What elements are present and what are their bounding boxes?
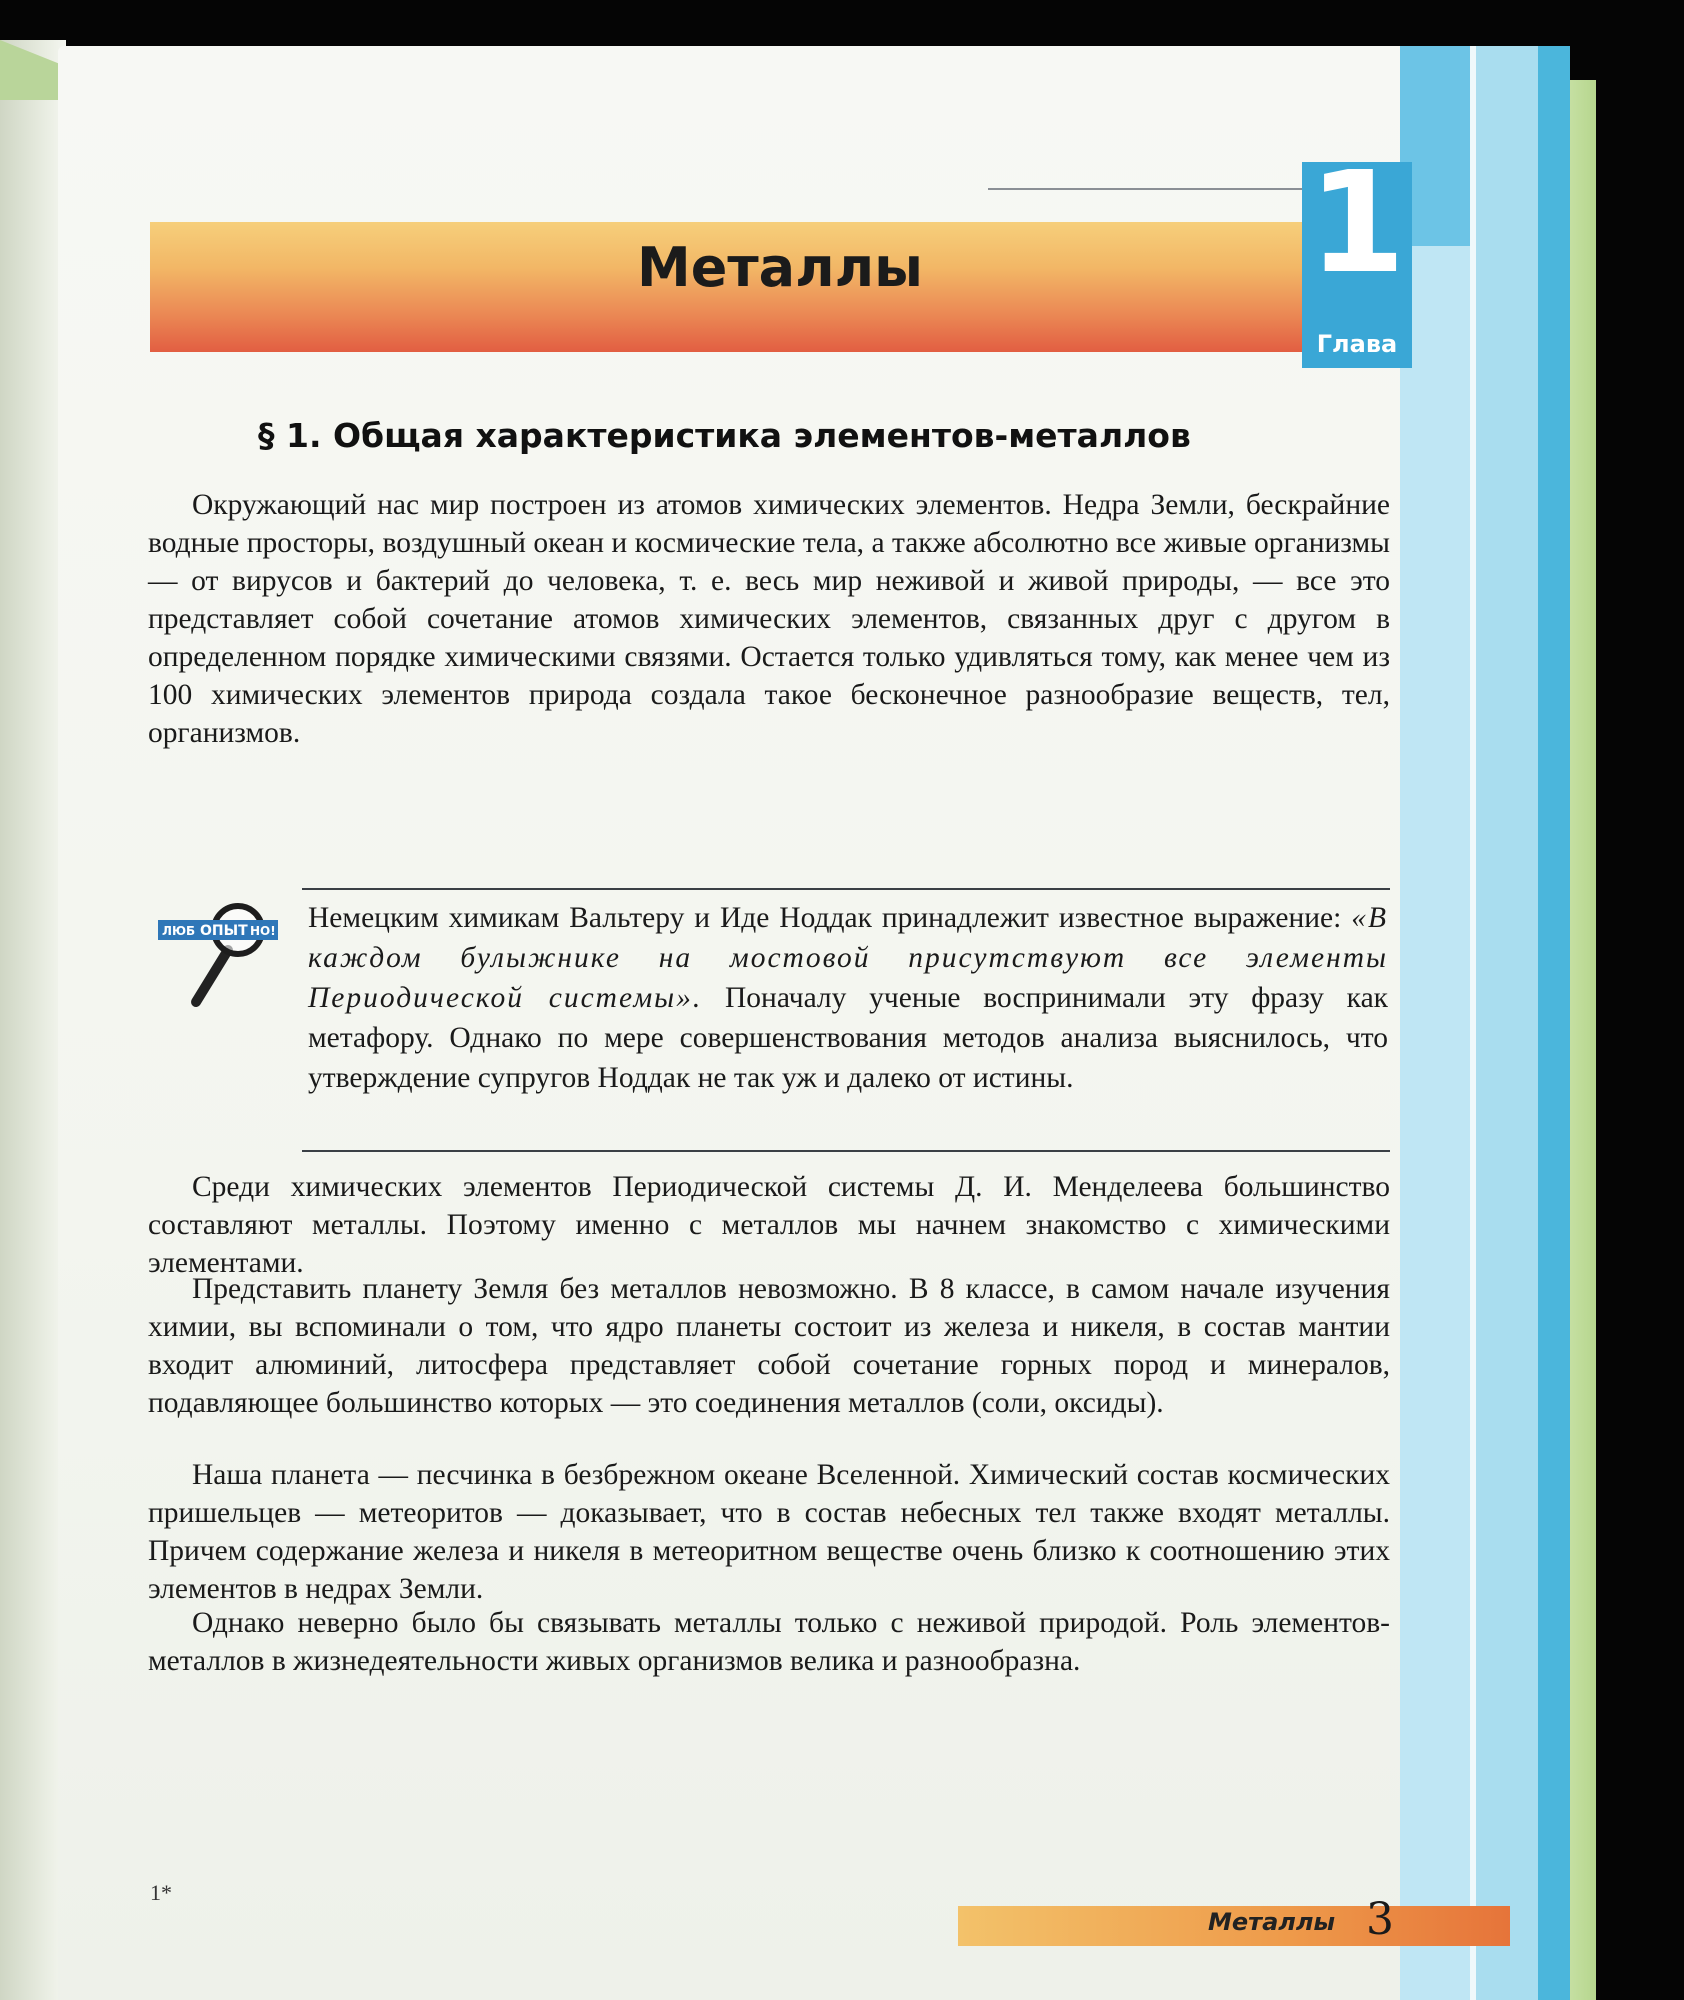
footer-running-title: Металлы — [1208, 1908, 1336, 1936]
page-number: 3 — [1366, 1894, 1394, 1945]
fact-quote: «В каждом булыжнике на мостовой присутствуют все элементы Периодической системы». — [308, 902, 1388, 1014]
fact-box-text — [308, 898, 1388, 1098]
footnote-mark: 1* — [150, 1880, 172, 1905]
margin-stripe-light — [1470, 46, 1540, 2000]
fact-box-top-rule — [302, 888, 1390, 890]
margin-stripe-mid — [1400, 246, 1470, 2000]
badge-text-right: НО! — [250, 924, 276, 938]
margin-stripe-gap — [1470, 46, 1476, 2000]
fact-text-after: Поначалу ученые воспринимали эту фразу как метафору. Однако по мере совершенствования методов анализа выяснилось, что утверждение супругов Ноддак не так уж и далеко от истины. — [308, 982, 1388, 1094]
paragraph-living-nature: Однако неверно было бы связывать металлы только с неживой природой. Роль элементов-металлов в жизнедеятельности живых организмов велика и разнообразна. — [148, 1607, 1390, 1677]
fact-box-bottom-rule — [302, 1150, 1390, 1152]
magnifier-icon — [154, 902, 294, 1022]
book-page — [58, 46, 1570, 2000]
chapter-title: Металлы — [636, 236, 924, 299]
paragraph-mendeleev: Среди химических элементов Периодической системы Д. И. Менделеева большинство составляют металлы. Поэтому именно с металлов мы начнем знакомство с химическими элементами. — [148, 1171, 1390, 1279]
margin-stripe-dark — [1538, 46, 1570, 2000]
paragraph-intro: Окружающий нас мир построен из атомов химических элементов. Недра Земли, бескрайние водные просторы, воздушный океан и космические тела, а также абсолютно все живые организмы — от вирусов и бактерий до человека, т. е. весь мир неживой и живой природы, — все это представляет собой сочетание атомов химических элементов, связанных друг с другом в определенном порядке химическими связями. Остается только удивляться тому, как менее чем из 100 химических элементов природа создала такое бесконечное разнообразие веществ, тел, организмов. — [148, 489, 1390, 749]
left-page-edge — [0, 40, 66, 2000]
badge-text-left: ЛЮБ — [162, 924, 196, 938]
paragraph-earth: Представить планету Земля без металлов невозможно. В 8 классе, в самом начале изучения химии, вы вспоминали о том, что ядро планеты состоит из железа и никеля, в состав мантии входит алюминий, литосфера представляет собой сочетание горных пород и минералов, подавляющее большинство которых — это соединения металлов (соли, оксиды). — [148, 1273, 1390, 1419]
section-heading: § 1. Общая характеристика элементов-металлов — [258, 416, 1191, 455]
chapter-label: Глава — [1316, 330, 1398, 358]
fact-text-before: Немецким химикам Вальтеру и Иде Ноддак принадлежит известное выражение: — [308, 902, 1352, 934]
chapter-number: 1 — [1308, 142, 1406, 305]
badge-text-mid: ОПЫТ — [200, 923, 248, 939]
paragraph-meteorites: Наша планета — песчинка в безбрежном океане Вселенной. Химический состав космических пришельцев — метеоритов — доказывает, что в состав небесных тел также входят металлы. Причем содержание железа и никеля в метеоритном веществе очень близко к соотношению этих элементов в недрах Земли. — [148, 1459, 1390, 1605]
